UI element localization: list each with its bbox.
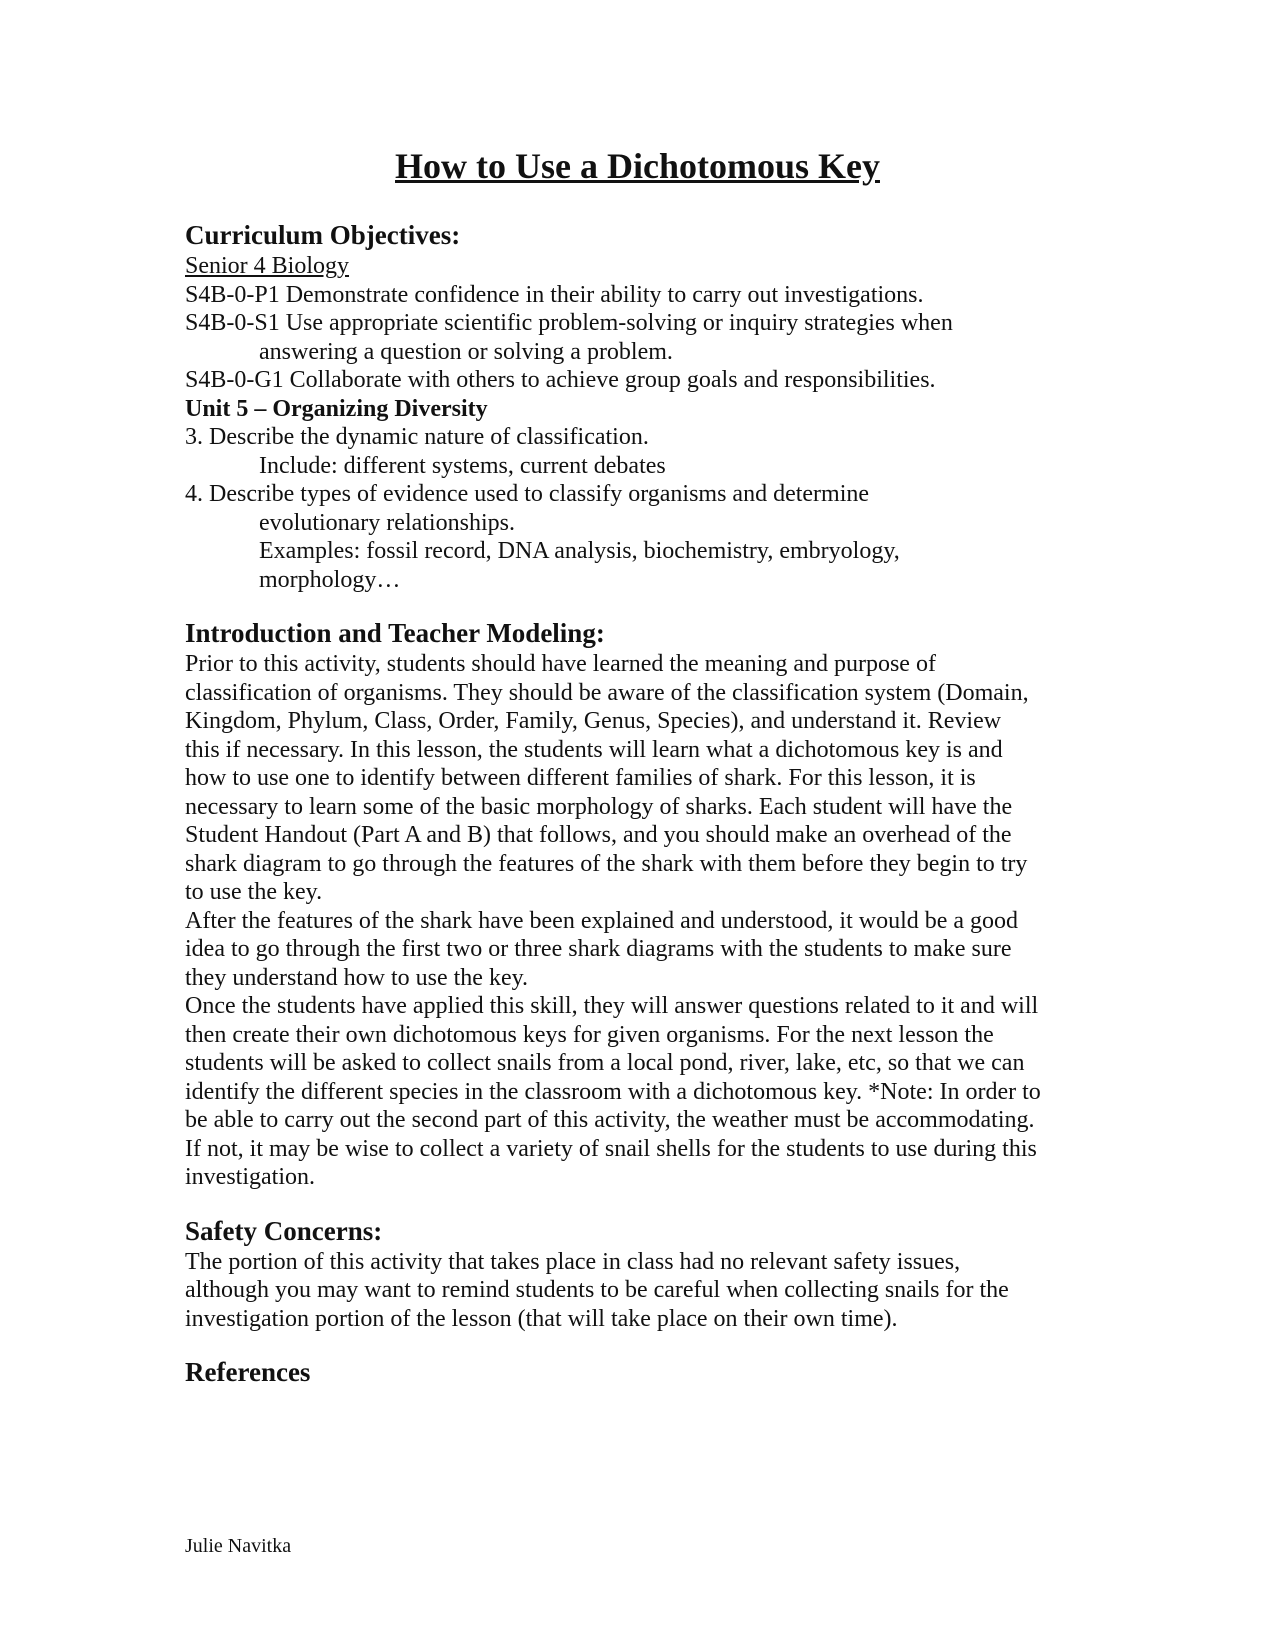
objective-p1: S4B-0-P1 Demonstrate confidence in their ability to carry out investigations. [185, 281, 924, 308]
text-line: to use the key. [185, 879, 323, 905]
safety-heading: Safety Concerns: [185, 1215, 383, 1246]
introduction-paragraph-1 [185, 650, 1085, 907]
outcome-4-line1: 4. Describe types of evidence used to classify organisms and determine [185, 481, 870, 507]
introduction-section [185, 616, 1085, 1192]
text-line: Prior to this activity, students should have learned the meaning and purpose of [185, 651, 936, 677]
outcome-4-examples-line1: Examples: fossil record, DNA analysis, biochemistry, embryology, [259, 538, 900, 564]
text-line: Kingdom, Phylum, Class, Order, Family, Genus, Species), and understand it. Review [185, 708, 1002, 734]
text-line: shark diagram to go through the features of the shark with them before they begin to try [185, 850, 1028, 877]
references-heading: References [185, 1357, 311, 1387]
text-line: although you may want to remind students to be careful when collecting snails for the [185, 1277, 1009, 1303]
text-line: Student Handout (Part A and B) that follows, and you should make an overhead of the [185, 822, 1012, 848]
introduction-paragraph-2 [185, 907, 1085, 993]
text-line: identify the different species in the classroom with a dichotomous key. *Note: In order to [185, 1078, 1041, 1105]
text-line: investigation. [185, 1164, 315, 1190]
text-line: they understand how to use the key. [185, 964, 529, 991]
text-line: classification of organisms. They should be aware of the classification system (Domain, [185, 679, 1029, 706]
text-line: If not, it may be wise to collect a variety of snail shells for the students to use during this [185, 1135, 1037, 1162]
text-line: investigation portion of the lesson (that will take place on their own time). [185, 1305, 898, 1332]
objective-s1-line1: S4B-0-S1 Use appropriate scientific problem-solving or inquiry strategies when [185, 310, 953, 336]
curriculum-section [185, 218, 1085, 594]
text-line: this if necessary. In this lesson, the students will learn what a dichotomous key is and [185, 736, 1003, 763]
text-line: Once the students have applied this skill, they will answer questions related to it and will [185, 993, 1039, 1019]
text-line: idea to go through the first two or three shark diagrams with the students to make sure [185, 936, 1012, 962]
outcome-4-line2: evolutionary relationships. [259, 509, 515, 536]
document-body [185, 218, 1085, 1389]
outcome-3: 3. Describe the dynamic nature of classification. [185, 424, 649, 450]
references-section [185, 1355, 1085, 1389]
text-line: necessary to learn some of the basic morphology of sharks. Each student will have the [185, 793, 1013, 820]
outcome-3-include: Include: different systems, current debates [259, 452, 666, 479]
unit-heading: Unit 5 – Organizing Diversity [185, 395, 488, 422]
objective-g1: S4B-0-G1 Collaborate with others to achieve group goals and responsibilities. [185, 367, 936, 393]
safety-section [185, 1214, 1085, 1334]
introduction-paragraph-3 [185, 992, 1085, 1192]
text-line: be able to carry out the second part of this activity, the weather must be accommodating. [185, 1107, 1035, 1133]
introduction-heading: Introduction and Teacher Modeling: [185, 618, 605, 648]
course-name: Senior 4 Biology [185, 253, 350, 279]
text-line: The portion of this activity that takes place in class had no relevant safety issues, [185, 1248, 961, 1275]
outcome-4-examples-line2: morphology… [259, 566, 401, 593]
text-line: how to use one to identify between different families of shark. For this lesson, it is [185, 765, 976, 791]
text-line: students will be asked to collect snails from a local pond, river, lake, etc, so that we can [185, 1050, 1025, 1076]
document-title: How to Use a Dichotomous Key [395, 146, 880, 186]
text-line: then create their own dichotomous keys for given organisms. For the next lesson the [185, 1021, 994, 1048]
footer-author: Julie Navitka [185, 1535, 292, 1557]
text-line: After the features of the shark have been explained and understood, it would be a good [185, 907, 1019, 934]
curriculum-heading: Curriculum Objectives: [185, 220, 461, 250]
objective-s1-line2: answering a question or solving a problem. [259, 338, 673, 365]
